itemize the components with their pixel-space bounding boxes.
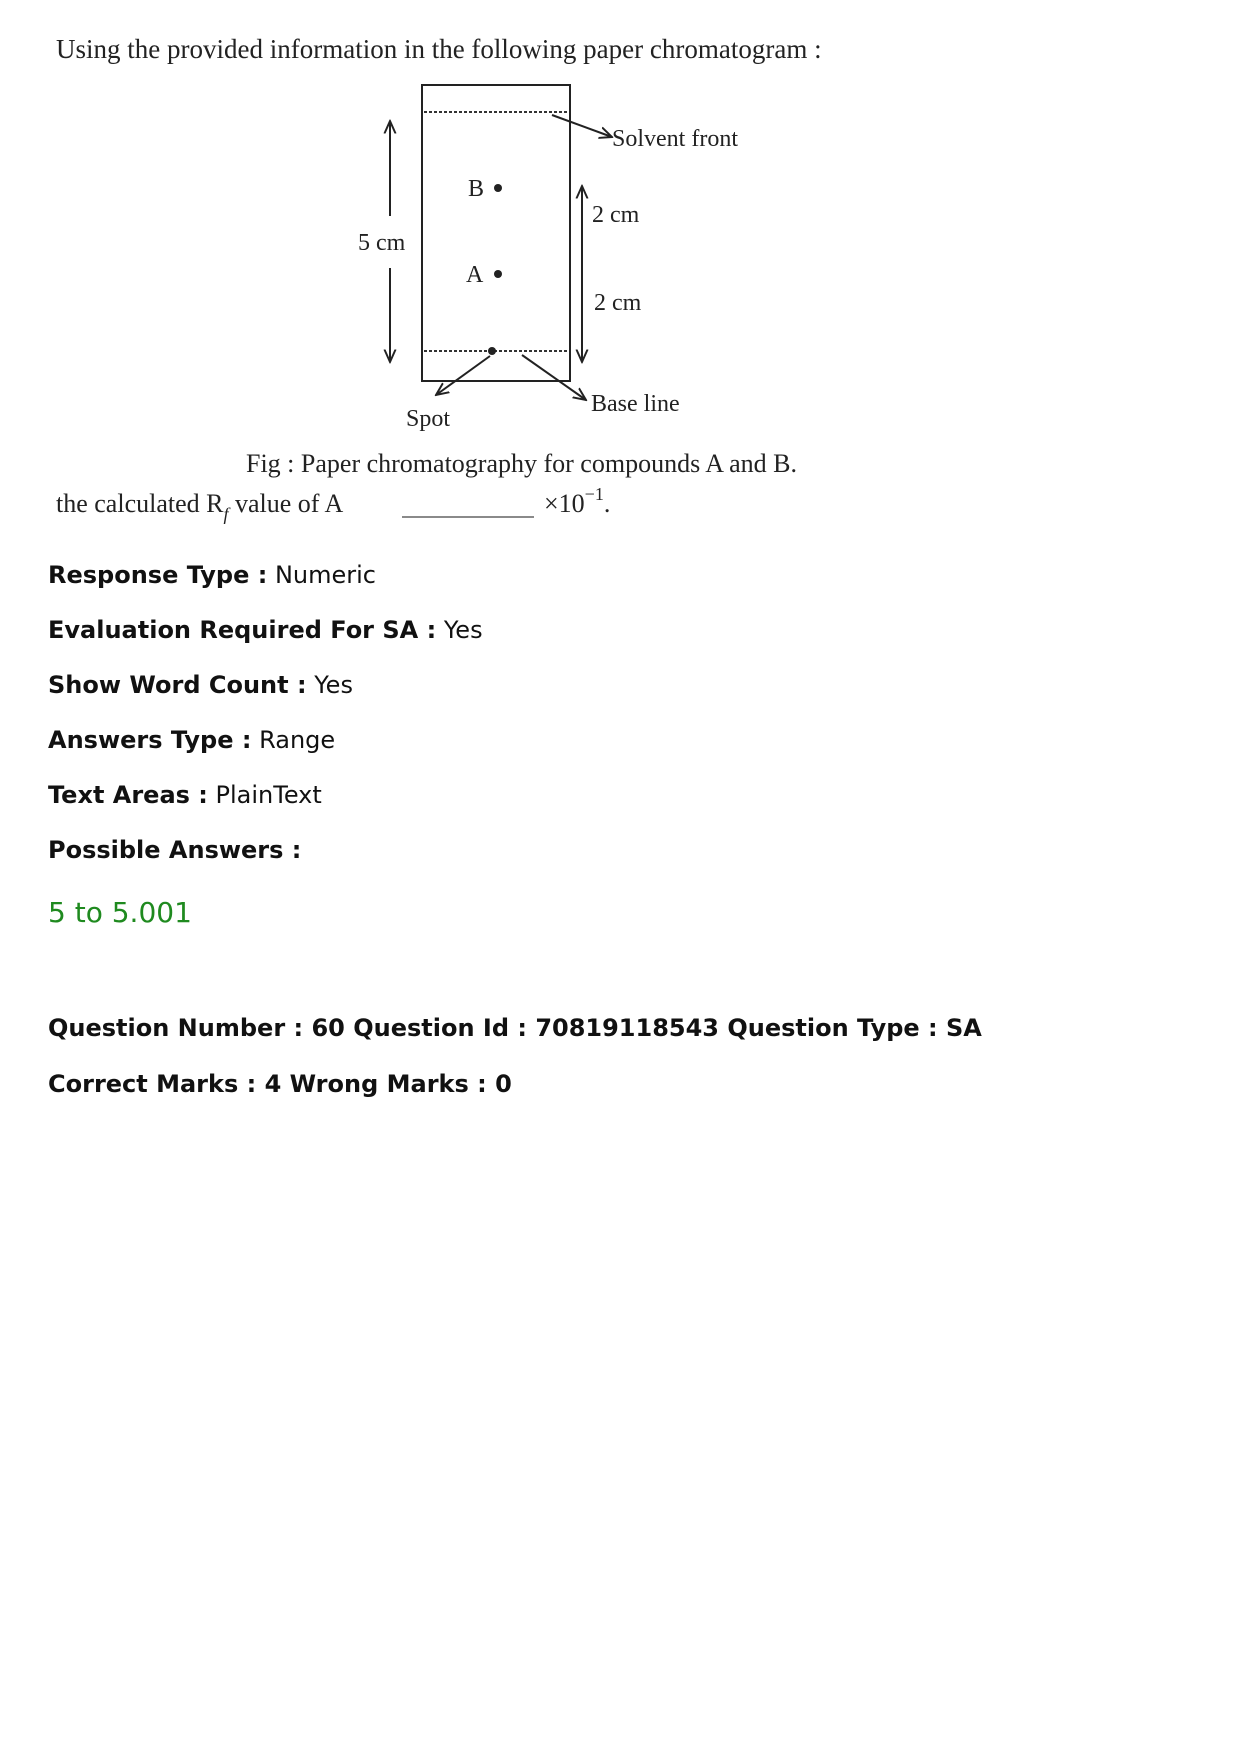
question-image bbox=[40, 22, 920, 542]
prompt-middle: value of A bbox=[228, 489, 344, 518]
prompt-exponent: −1 bbox=[584, 484, 604, 504]
prompt-end: . bbox=[603, 489, 611, 518]
answers-type-label: Answers Type : bbox=[48, 726, 252, 754]
show-word-count-label: Show Word Count : bbox=[48, 671, 307, 699]
prompt-subscript: f bbox=[223, 504, 229, 524]
figure-caption: Fig : Paper chromatography for compounds A and B. bbox=[246, 449, 797, 478]
evaluation-required-row bbox=[48, 615, 483, 645]
show-word-count-row bbox=[48, 670, 353, 700]
total-distance-label: 5 cm bbox=[358, 230, 406, 256]
prompt-suffix: ×10 bbox=[544, 489, 585, 518]
question-header-line: Question Number : 60 Question Id : 70819118543 Question Type : SA bbox=[48, 1014, 982, 1042]
evaluation-required-label: Evaluation Required For SA : bbox=[48, 616, 437, 644]
response-type-label: Response Type : bbox=[48, 561, 268, 589]
label-a: A bbox=[466, 262, 484, 288]
paper-strip bbox=[422, 85, 570, 381]
base-line-label: Base line bbox=[591, 391, 680, 417]
possible-answer-value: 5 to 5.001 bbox=[48, 896, 192, 929]
response-type-value: Numeric bbox=[274, 561, 376, 589]
prompt-text bbox=[56, 489, 344, 524]
label-b: B bbox=[468, 176, 485, 202]
chromatogram-figure bbox=[40, 22, 920, 542]
possible-answers-row bbox=[48, 835, 301, 865]
text-areas-row bbox=[48, 780, 322, 810]
prompt-prefix: the calculated R bbox=[56, 489, 224, 518]
prompt-suffix-text bbox=[544, 484, 610, 518]
answers-type-row bbox=[48, 725, 335, 755]
response-type-row bbox=[48, 560, 376, 590]
spot-label: Spot bbox=[406, 406, 451, 432]
upper-distance-label: 2 cm bbox=[592, 202, 640, 228]
show-word-count-value: Yes bbox=[314, 671, 353, 699]
spot-pointer bbox=[436, 356, 490, 395]
possible-answers-label: Possible Answers : bbox=[48, 836, 302, 864]
marks-line: Correct Marks : 4 Wrong Marks : 0 bbox=[48, 1070, 512, 1098]
spot-a bbox=[494, 270, 502, 278]
answers-type-value: Range bbox=[259, 726, 336, 754]
spot-b bbox=[494, 184, 502, 192]
solvent-front-label: Solvent front bbox=[612, 126, 738, 152]
base-line-pointer bbox=[522, 355, 586, 400]
evaluation-required-value: Yes bbox=[443, 616, 483, 644]
spot-origin bbox=[488, 347, 496, 355]
text-areas-label: Text Areas : bbox=[48, 781, 208, 809]
intro-text: Using the provided information in the following paper chromatogram : bbox=[56, 34, 822, 64]
text-areas-value: PlainText bbox=[215, 781, 322, 809]
lower-distance-label: 2 cm bbox=[594, 290, 642, 316]
solvent-front-pointer bbox=[552, 115, 612, 137]
